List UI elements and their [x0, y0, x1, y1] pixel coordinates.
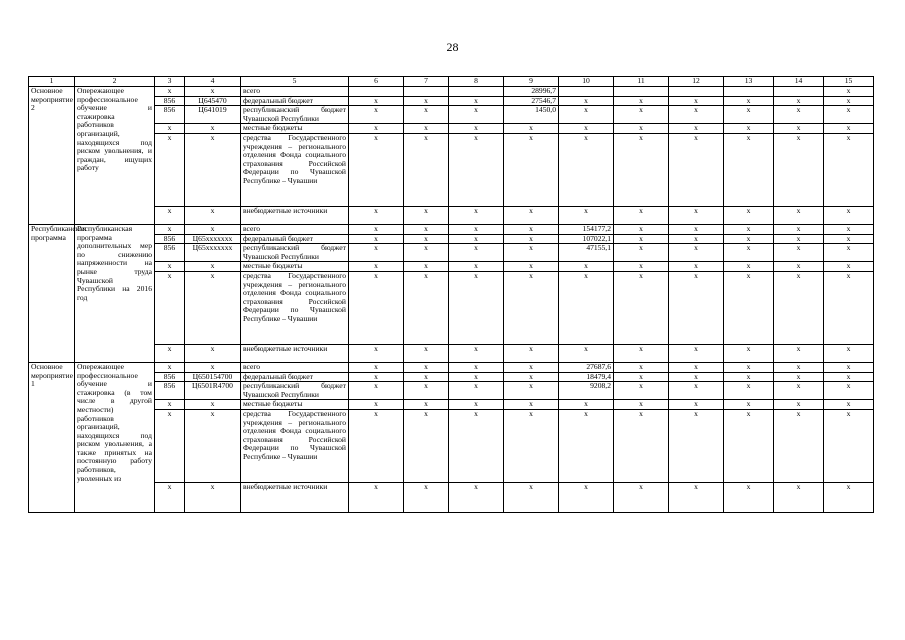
source-local: местные бюджеты	[241, 124, 349, 134]
value-cell: x	[614, 271, 669, 344]
grbs-cell: 856	[155, 382, 185, 400]
value-cell: x	[669, 96, 724, 106]
grbs-cell: x	[155, 344, 185, 362]
source-republic: республиканский бюджет Чувашской Республики	[241, 244, 349, 262]
value-cell: x	[404, 344, 449, 362]
value-cell: x	[404, 262, 449, 272]
value-cell: x	[349, 400, 404, 410]
table-row	[29, 382, 874, 400]
value-cell: x	[559, 124, 614, 134]
value-cell: x	[449, 133, 504, 206]
value-cell: x	[669, 409, 724, 482]
grbs-cell: x	[155, 133, 185, 206]
code-cell: Ц645470	[185, 96, 241, 106]
grbs-cell: x	[155, 271, 185, 344]
value-cell: x	[614, 244, 669, 262]
value-cell: x	[774, 271, 824, 344]
value-cell: 1450,0	[504, 106, 559, 124]
table-row	[29, 362, 874, 372]
value-cell: x	[724, 234, 774, 244]
value-cell: x	[774, 124, 824, 134]
status-cell: Основное мероприятие 1	[29, 362, 75, 512]
grbs-cell: x	[155, 87, 185, 97]
value-cell: x	[774, 234, 824, 244]
value-cell: x	[404, 400, 449, 410]
value-cell: 28996,7	[504, 87, 559, 97]
value-cell: x	[504, 344, 559, 362]
value-cell: x	[824, 382, 874, 400]
header-cell: 5	[241, 77, 349, 87]
value-cell: x	[449, 271, 504, 344]
value-cell: x	[669, 382, 724, 400]
value-cell: x	[404, 372, 449, 382]
value-cell: x	[724, 400, 774, 410]
header-cell: 15	[824, 77, 874, 87]
grbs-cell: 856	[155, 234, 185, 244]
status-cell: Основное мероприятие 2	[29, 87, 75, 225]
value-cell: x	[669, 133, 724, 206]
value-cell	[559, 87, 614, 97]
value-cell: x	[449, 409, 504, 482]
source-federal: федеральный бюджет	[241, 234, 349, 244]
value-cell: x	[349, 271, 404, 344]
value-cell: x	[404, 124, 449, 134]
value-cell: x	[724, 224, 774, 234]
value-cell: x	[404, 482, 449, 512]
value-cell: x	[614, 409, 669, 482]
value-cell: x	[614, 224, 669, 234]
value-cell: x	[774, 262, 824, 272]
value-cell: x	[724, 409, 774, 482]
source-federal: федеральный бюджет	[241, 96, 349, 106]
grbs-cell: 856	[155, 372, 185, 382]
value-cell: x	[504, 224, 559, 234]
value-cell: 107022,1	[559, 234, 614, 244]
value-cell: x	[824, 344, 874, 362]
value-cell: x	[404, 362, 449, 372]
source-total: всего	[241, 224, 349, 234]
header-cell: 11	[614, 77, 669, 87]
value-cell: x	[504, 400, 559, 410]
value-cell: x	[349, 206, 404, 224]
value-cell: x	[669, 234, 724, 244]
value-cell: x	[404, 206, 449, 224]
grbs-cell: x	[155, 124, 185, 134]
value-cell: x	[449, 382, 504, 400]
value-cell: x	[824, 362, 874, 372]
status-cell: Республиканская программа	[29, 224, 75, 362]
value-cell: x	[724, 362, 774, 372]
value-cell: x	[349, 409, 404, 482]
value-cell: x	[449, 482, 504, 512]
source-extra: внебюджетные источники	[241, 344, 349, 362]
source-local: местные бюджеты	[241, 262, 349, 272]
header-cell: 6	[349, 77, 404, 87]
value-cell: x	[504, 244, 559, 262]
value-cell: x	[559, 409, 614, 482]
budget-table	[28, 76, 874, 513]
value-cell: x	[449, 124, 504, 134]
value-cell: x	[774, 244, 824, 262]
value-cell: x	[614, 234, 669, 244]
value-cell: x	[669, 362, 724, 372]
value-cell: x	[669, 344, 724, 362]
code-cell: x	[185, 362, 241, 372]
value-cell: x	[774, 344, 824, 362]
grbs-cell: x	[155, 362, 185, 372]
code-cell: x	[185, 124, 241, 134]
value-cell: x	[449, 372, 504, 382]
value-cell: x	[449, 224, 504, 234]
grbs-cell: 856	[155, 106, 185, 124]
table-row	[29, 482, 874, 512]
value-cell: x	[774, 106, 824, 124]
value-cell: x	[349, 482, 404, 512]
value-cell	[724, 87, 774, 97]
value-cell: x	[774, 372, 824, 382]
value-cell: x	[824, 87, 874, 97]
value-cell: x	[824, 372, 874, 382]
value-cell	[349, 87, 404, 97]
value-cell: x	[724, 106, 774, 124]
value-cell: 47155,1	[559, 244, 614, 262]
header-cell: 2	[75, 77, 155, 87]
value-cell: x	[724, 206, 774, 224]
code-cell: Ц650154700	[185, 372, 241, 382]
value-cell: x	[614, 262, 669, 272]
source-republic: республиканский бюджет Чувашской Республики	[241, 382, 349, 400]
value-cell: x	[349, 362, 404, 372]
value-cell: x	[449, 400, 504, 410]
grbs-cell: x	[155, 400, 185, 410]
value-cell: x	[614, 400, 669, 410]
value-cell: x	[614, 133, 669, 206]
source-fss: средства Государственного учреждения – регионального отделения Фонда социального страхования Российской Федерации по Чувашской Республике – Чувашии	[241, 133, 349, 206]
value-cell: 154177,2	[559, 224, 614, 234]
value-cell: x	[449, 262, 504, 272]
value-cell: x	[669, 206, 724, 224]
value-cell: x	[724, 124, 774, 134]
header-row	[29, 77, 874, 87]
header-cell: 4	[185, 77, 241, 87]
value-cell: x	[724, 96, 774, 106]
value-cell: x	[669, 224, 724, 234]
header-cell: 12	[669, 77, 724, 87]
header-cell: 8	[449, 77, 504, 87]
value-cell: x	[404, 271, 449, 344]
value-cell: x	[349, 344, 404, 362]
header-cell: 1	[29, 77, 75, 87]
code-cell: x	[185, 87, 241, 97]
value-cell: x	[824, 124, 874, 134]
value-cell: x	[449, 344, 504, 362]
value-cell: x	[559, 96, 614, 106]
value-cell: x	[774, 206, 824, 224]
value-cell: x	[669, 244, 724, 262]
value-cell: 27687,6	[559, 362, 614, 372]
name-cell: Опережающее профессиональное обучение и стажировка (в том числе в другой местности) работников организаций, находящихся под риском увольнения, а также принятых на постоянную работу работников, уволенных из	[75, 362, 155, 512]
value-cell: x	[669, 124, 724, 134]
page-number: 28	[446, 40, 459, 54]
value-cell: x	[504, 133, 559, 206]
value-cell: x	[404, 96, 449, 106]
value-cell: x	[449, 96, 504, 106]
value-cell: x	[824, 262, 874, 272]
value-cell: x	[724, 372, 774, 382]
header-cell: 14	[774, 77, 824, 87]
value-cell: x	[449, 106, 504, 124]
source-total: всего	[241, 362, 349, 372]
value-cell: x	[449, 234, 504, 244]
value-cell: x	[724, 382, 774, 400]
value-cell: x	[724, 262, 774, 272]
code-cell: x	[185, 271, 241, 344]
table-row	[29, 244, 874, 262]
code-cell: x	[185, 400, 241, 410]
code-cell: Ц65xxxxxxx	[185, 244, 241, 262]
value-cell: x	[404, 106, 449, 124]
value-cell: x	[824, 206, 874, 224]
value-cell: x	[504, 382, 559, 400]
source-total: всего	[241, 87, 349, 97]
value-cell: x	[349, 234, 404, 244]
value-cell: x	[824, 96, 874, 106]
value-cell: x	[774, 133, 824, 206]
source-fss: средства Государственного учреждения – регионального отделения Фонда социального страхования Российской Федерации по Чувашской Республике – Чувашии	[241, 409, 349, 482]
value-cell: x	[404, 234, 449, 244]
grbs-cell: x	[155, 206, 185, 224]
value-cell: x	[504, 271, 559, 344]
value-cell: x	[614, 106, 669, 124]
value-cell: x	[774, 224, 824, 234]
value-cell: x	[824, 482, 874, 512]
value-cell: x	[349, 244, 404, 262]
value-cell: x	[504, 206, 559, 224]
value-cell: x	[504, 234, 559, 244]
code-cell: x	[185, 409, 241, 482]
value-cell: x	[774, 362, 824, 372]
source-extra: внебюджетные источники	[241, 206, 349, 224]
value-cell: x	[559, 106, 614, 124]
value-cell: x	[774, 482, 824, 512]
value-cell: x	[349, 133, 404, 206]
table-row	[29, 106, 874, 124]
value-cell: 27546,7	[504, 96, 559, 106]
value-cell: x	[614, 362, 669, 372]
table-row	[29, 224, 874, 234]
code-cell: Ц65xxxxxxx	[185, 234, 241, 244]
value-cell: x	[614, 124, 669, 134]
value-cell: x	[404, 244, 449, 262]
value-cell: x	[824, 224, 874, 234]
source-federal: федеральный бюджет	[241, 372, 349, 382]
value-cell: x	[404, 382, 449, 400]
value-cell: x	[774, 96, 824, 106]
value-cell: x	[669, 106, 724, 124]
header-cell: 13	[724, 77, 774, 87]
value-cell: x	[559, 400, 614, 410]
value-cell: x	[614, 372, 669, 382]
value-cell: x	[669, 482, 724, 512]
value-cell: x	[404, 224, 449, 234]
value-cell	[669, 87, 724, 97]
value-cell	[449, 87, 504, 97]
code-cell: x	[185, 224, 241, 234]
source-fss: средства Государственного учреждения – регионального отделения Фонда социального страхования Российской Федерации по Чувашской Республике – Чувашии	[241, 271, 349, 344]
source-extra: внебюджетные источники	[241, 482, 349, 512]
value-cell: x	[669, 372, 724, 382]
grbs-cell: x	[155, 224, 185, 234]
value-cell	[404, 87, 449, 97]
code-cell: x	[185, 262, 241, 272]
value-cell: x	[449, 206, 504, 224]
value-cell: x	[504, 482, 559, 512]
value-cell: x	[824, 133, 874, 206]
value-cell: x	[559, 133, 614, 206]
table-row	[29, 344, 874, 362]
source-republic: республиканский бюджет Чувашской Республики	[241, 106, 349, 124]
value-cell	[614, 87, 669, 97]
value-cell: x	[824, 234, 874, 244]
header-cell: 9	[504, 77, 559, 87]
value-cell: x	[404, 133, 449, 206]
grbs-cell: 856	[155, 244, 185, 262]
code-cell: x	[185, 133, 241, 206]
value-cell: x	[559, 271, 614, 344]
value-cell: x	[559, 206, 614, 224]
code-cell: x	[185, 344, 241, 362]
value-cell: x	[349, 106, 404, 124]
value-cell: x	[669, 262, 724, 272]
table-row	[29, 409, 874, 482]
code-cell: x	[185, 206, 241, 224]
value-cell: x	[774, 382, 824, 400]
value-cell: x	[614, 382, 669, 400]
value-cell: 18479,4	[559, 372, 614, 382]
value-cell: x	[504, 409, 559, 482]
value-cell: x	[724, 482, 774, 512]
value-cell: x	[504, 362, 559, 372]
value-cell: x	[404, 409, 449, 482]
code-cell: Ц641019	[185, 106, 241, 124]
value-cell: x	[504, 262, 559, 272]
value-cell: x	[614, 344, 669, 362]
value-cell: x	[669, 400, 724, 410]
value-cell: x	[349, 96, 404, 106]
value-cell: x	[349, 372, 404, 382]
value-cell: x	[504, 124, 559, 134]
value-cell: x	[559, 262, 614, 272]
grbs-cell: x	[155, 409, 185, 482]
value-cell: x	[824, 271, 874, 344]
value-cell: x	[669, 271, 724, 344]
header-cell: 7	[404, 77, 449, 87]
value-cell: x	[349, 224, 404, 234]
value-cell: x	[559, 344, 614, 362]
grbs-cell: x	[155, 262, 185, 272]
value-cell: x	[349, 262, 404, 272]
value-cell: x	[774, 400, 824, 410]
value-cell: x	[449, 244, 504, 262]
value-cell: x	[824, 400, 874, 410]
value-cell: x	[724, 271, 774, 344]
table-row	[29, 400, 874, 410]
value-cell: x	[614, 96, 669, 106]
table-row	[29, 87, 874, 97]
code-cell: Ц6501R4700	[185, 382, 241, 400]
table-row	[29, 133, 874, 206]
value-cell: x	[824, 244, 874, 262]
value-cell: x	[824, 106, 874, 124]
value-cell: x	[349, 382, 404, 400]
name-cell: Опережающее профессиональное обучение и стажировка работников организаций, находящихся под риском увольнения, и граждан, ищущих работу	[75, 87, 155, 225]
source-local: местные бюджеты	[241, 400, 349, 410]
header-cell: 10	[559, 77, 614, 87]
value-cell	[774, 87, 824, 97]
value-cell: x	[449, 362, 504, 372]
value-cell: x	[504, 372, 559, 382]
value-cell: x	[724, 133, 774, 206]
table-row	[29, 262, 874, 272]
value-cell: x	[774, 409, 824, 482]
value-cell: x	[349, 124, 404, 134]
grbs-cell: 856	[155, 96, 185, 106]
grbs-cell: x	[155, 482, 185, 512]
value-cell: x	[614, 206, 669, 224]
value-cell: x	[824, 409, 874, 482]
value-cell: x	[724, 244, 774, 262]
value-cell: x	[559, 482, 614, 512]
name-cell: Республиканская программа дополнительных мер по снижению напряженности на рынке труда Чувашской Республики на 2016 год	[75, 224, 155, 362]
value-cell: x	[724, 344, 774, 362]
value-cell: 9208,2	[559, 382, 614, 400]
table-row	[29, 271, 874, 344]
header-cell: 3	[155, 77, 185, 87]
code-cell: x	[185, 482, 241, 512]
table-row	[29, 206, 874, 224]
value-cell: x	[614, 482, 669, 512]
